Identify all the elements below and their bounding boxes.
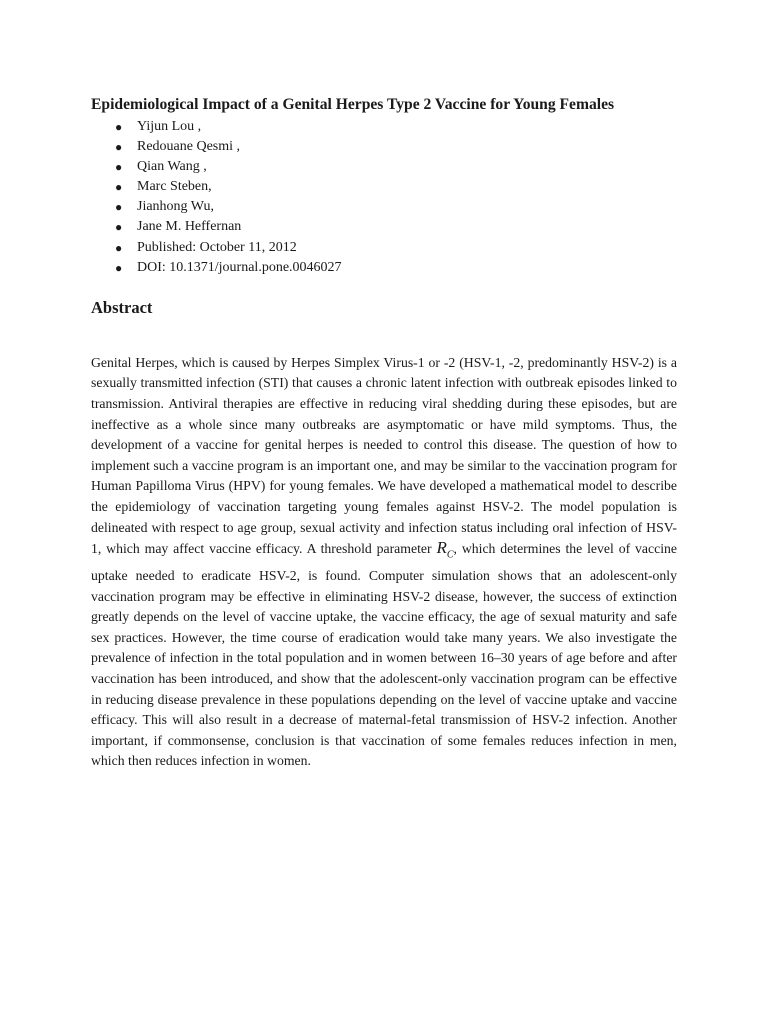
author-name: Marc Steben, [137,179,212,195]
list-item [91,197,677,217]
bullet-icon: ● [115,260,123,275]
list-item [91,177,677,197]
bullet-icon: ● [115,140,123,155]
abstract-heading: Abstract [91,297,153,317]
author-metadata-list [91,117,677,278]
abstract-text-part1: Genital Herpes, which is caused by Herpes Simplex Virus-1 or -2 (HSV-1, -2, predominantly HSV-2) is a sexually transmitted infection (STI) that causes a chronic latent infection with outbreak episodes linked to transmission. Antiviral therapies are effective in reducing viral shedding during these episodes, but are ineffective as a whole since many outbreaks are asymptomatic or have mild symptoms. Thus, the development of a vaccine for genital herpes is needed to control this disease. The question of how to implement such a vaccine program is an important one, and may be similar to the vaccination program for Human Papilloma Virus (HPV) for young females. We have developed a mathematical model to describe the epidemiology of vaccination targeting young females against HSV-2. The model population is delineated with respect to age group, sexual activity and infection status including oral infection of HSV-1, which may affect vaccine efficacy. A threshold parameter [91,354,677,557]
threshold-parameter-symbol: $R_C$ [436,538,454,561]
author-name: Redouane Qesmi , [137,139,241,155]
bullet-icon: ● [115,180,123,195]
list-item [91,238,677,258]
publication-date: Published: October 11, 2012 [137,239,297,255]
bullet-icon: ● [115,120,123,134]
bullet-icon: ● [115,220,123,235]
list-item [91,117,677,137]
document-title: Epidemiological Impact of a Genital Herpes Type 2 Vaccine for Young Females [91,96,615,113]
list-item [91,258,677,278]
list-item [91,157,677,177]
threshold-parameter-subscript: C [446,549,454,561]
list-item [91,217,677,237]
abstract-text-part2: , which determines the level of vaccine uptake needed to eradicate HSV-2, is found. Computer simulation shows that an adolescent-only vaccination program may be effective in eliminating HSV-2 disease, however, the success of extinction greatly depends on the level of vaccine uptake, the vaccine efficacy, the age of sexual maturity and safe sex practices. However, the time course of eradication would take many years. We also investigate the prevalence of infection in the total population and in women between 16–30 years of age before and after vaccination has been introduced, and show that the adolescent-only vaccination program can be effective in reducing disease prevalence in these populations depending on the level of vaccine uptake and vaccine efficacy. This will also result in a decrease of maternal-fetal transmission of HSV-2 infection. Another important, if commonsense, conclusion is that vaccination of some females reduces infection in men, which then reduces infection in women. [91,541,677,769]
bullet-icon: ● [115,240,123,255]
author-name: Jianhong Wu, [137,199,214,215]
doi-text: DOI: 10.1371/journal.pone.0046027 [137,259,342,275]
abstract-paragraph [91,353,677,772]
author-name: Qian Wang , [137,159,207,175]
bullet-icon: ● [115,200,123,215]
author-name: Yijun Lou , [137,119,202,134]
list-item [91,137,677,157]
author-name: Jane M. Heffernan [137,219,242,235]
bullet-icon: ● [115,160,123,175]
